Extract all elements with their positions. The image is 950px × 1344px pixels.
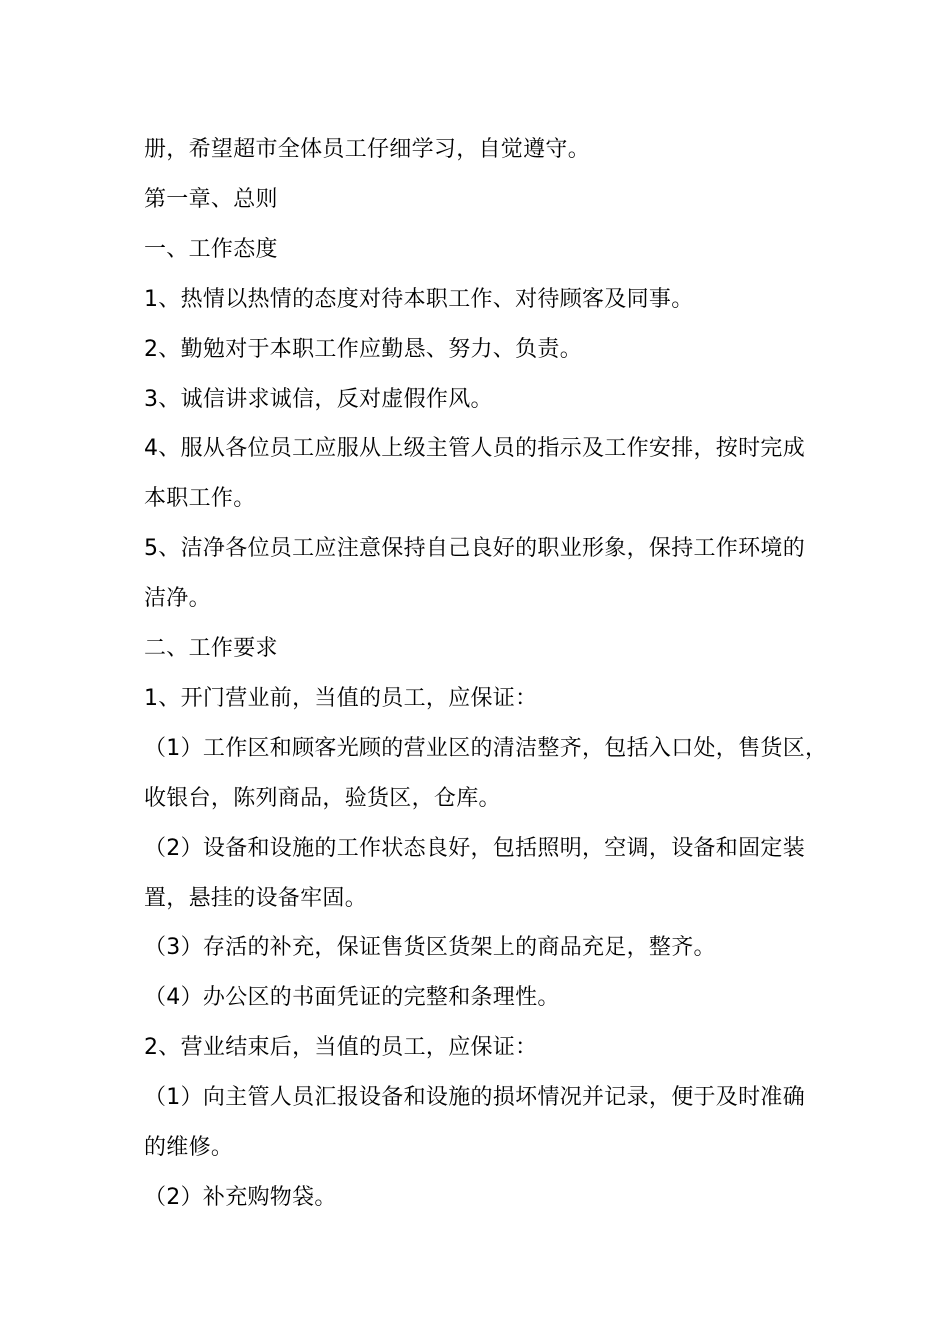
list-item: 2、营业结束后，当值的员工，应保证： <box>144 1035 538 1060</box>
sub-item: （4）办公区的书面凭证的完整和条理性。 <box>144 985 560 1010</box>
sub-item-continuation: 置，悬挂的设备牢固。 <box>144 886 368 911</box>
text-line: 册，希望超市全体员工仔细学习，自觉遵守。 <box>144 137 591 162</box>
sub-item: （2）补充购物袋。 <box>144 1185 337 1210</box>
sub-item: （1）向主管人员汇报设备和设施的损坏情况并记录，便于及时准确 <box>144 1085 805 1110</box>
list-item-continuation: 洁净。 <box>144 586 211 611</box>
sub-item: （1）工作区和顾客光顾的营业区的清洁整齐，包括入口处，售货区， <box>144 736 828 761</box>
list-item: 1、热情以热情的态度对待本职工作、对待顾客及同事。 <box>144 287 694 312</box>
list-item: 3、诚信讲求诚信，反对虚假作风。 <box>144 387 493 412</box>
list-item-continuation: 本职工作。 <box>144 486 256 511</box>
list-item: 5、洁净各位员工应注意保持自己良好的职业形象，保持工作环境的 <box>144 536 805 561</box>
sub-item-continuation: 收银台，陈列商品，验货区，仓库。 <box>144 786 501 811</box>
list-item: 1、开门营业前，当值的员工，应保证： <box>144 686 538 711</box>
sub-item: （2）设备和设施的工作状态良好，包括照明，空调，设备和固定装 <box>144 836 805 861</box>
sub-item: （3）存活的补充，保证售货区货架上的商品充足，整齐。 <box>144 935 716 960</box>
sub-item-continuation: 的维修。 <box>144 1135 234 1160</box>
chapter-heading: 第一章、总则 <box>144 187 278 212</box>
section-heading: 二、工作要求 <box>144 636 278 661</box>
section-heading: 一、工作态度 <box>144 237 278 262</box>
list-item: 4、服从各位员工应服从上级主管人员的指示及工作安排，按时完成 <box>144 436 805 461</box>
list-item: 2、勤勉对于本职工作应勤恳、努力、负责。 <box>144 337 582 362</box>
